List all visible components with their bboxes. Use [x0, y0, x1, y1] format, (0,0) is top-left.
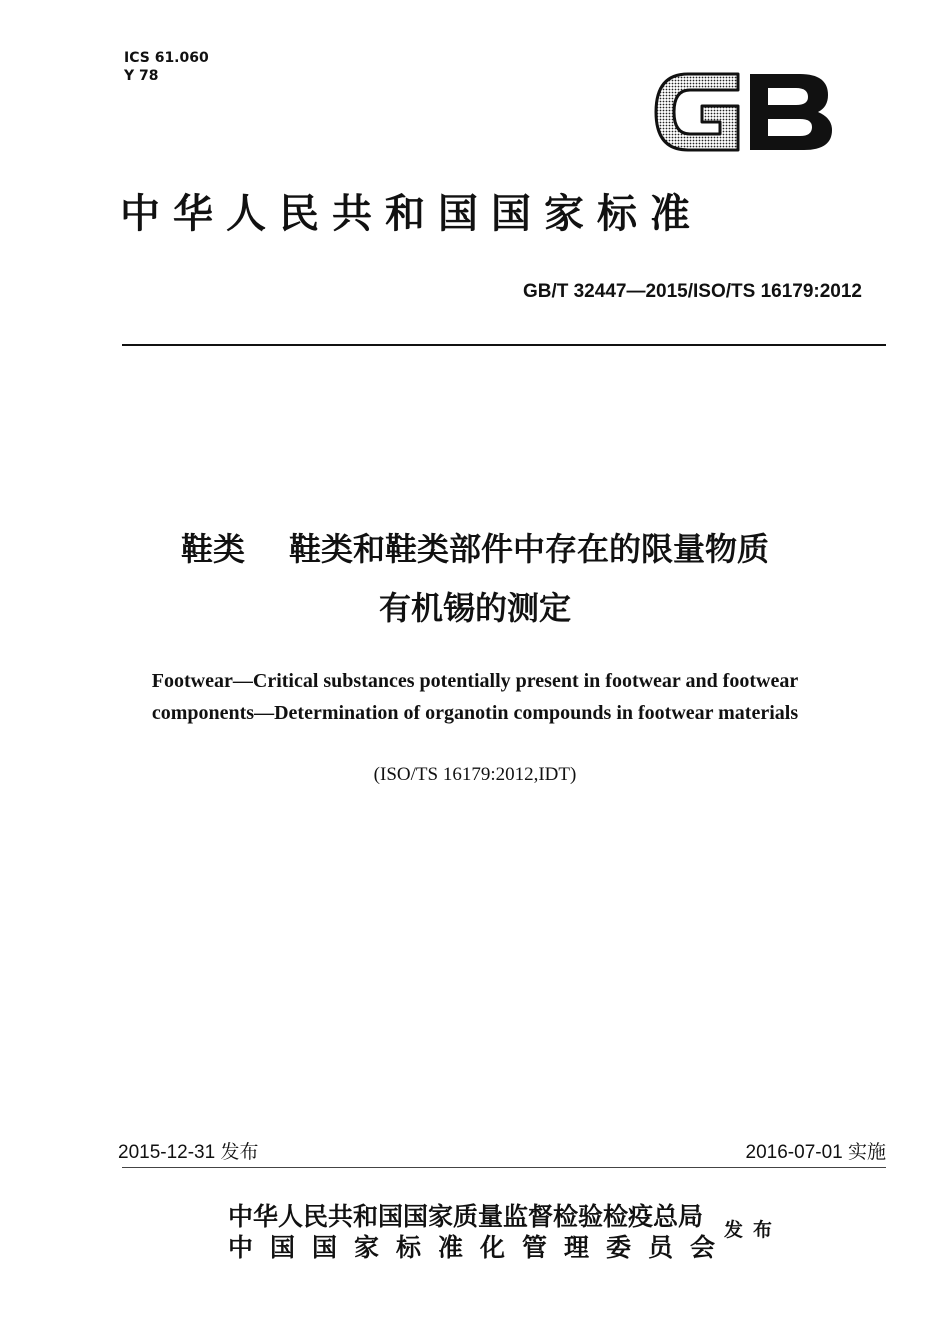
- footer-divider: [122, 1167, 886, 1168]
- english-title-line-1: Footwear—Critical substances potentially present in footwear and footwear: [151, 670, 799, 692]
- gb-logo: [650, 64, 840, 160]
- chinese-title-line-2: 有机锡的测定: [378, 589, 571, 627]
- issuer-aqsiq: 中华人民共和国国家质量监督检验检疫总局: [228, 1202, 704, 1231]
- standard-number: GB/T 32447—2015/ISO/TS 16179:2012: [522, 281, 862, 302]
- publish-label: 发布: [724, 1219, 783, 1241]
- chinese-title-main: 鞋类和鞋类部件中存在的限量物质: [289, 530, 770, 568]
- classification-codes: [124, 49, 209, 85]
- english-title-line-2: components—Determination of organotin compounds in footwear materials: [151, 702, 799, 724]
- iso-equivalence: (ISO/TS 16179:2012,IDT): [373, 764, 577, 785]
- national-standard-title: 中华人民共和国国家标准: [120, 190, 703, 237]
- issuer-sac: 中国国家标准化管理委员会: [228, 1233, 733, 1262]
- chinese-title-line-1: [0, 523, 950, 575]
- issue-date: 2015-12-31 发布: [118, 1142, 259, 1163]
- ics-code: ICS 61.060: [124, 50, 209, 66]
- chinese-title-prefix: 鞋类: [180, 530, 245, 568]
- ccs-code: Y 78: [124, 68, 159, 84]
- header-divider: [122, 344, 886, 346]
- gb-logo-graphic: [650, 64, 840, 160]
- implementation-date: 2016-07-01 实施: [745, 1142, 886, 1163]
